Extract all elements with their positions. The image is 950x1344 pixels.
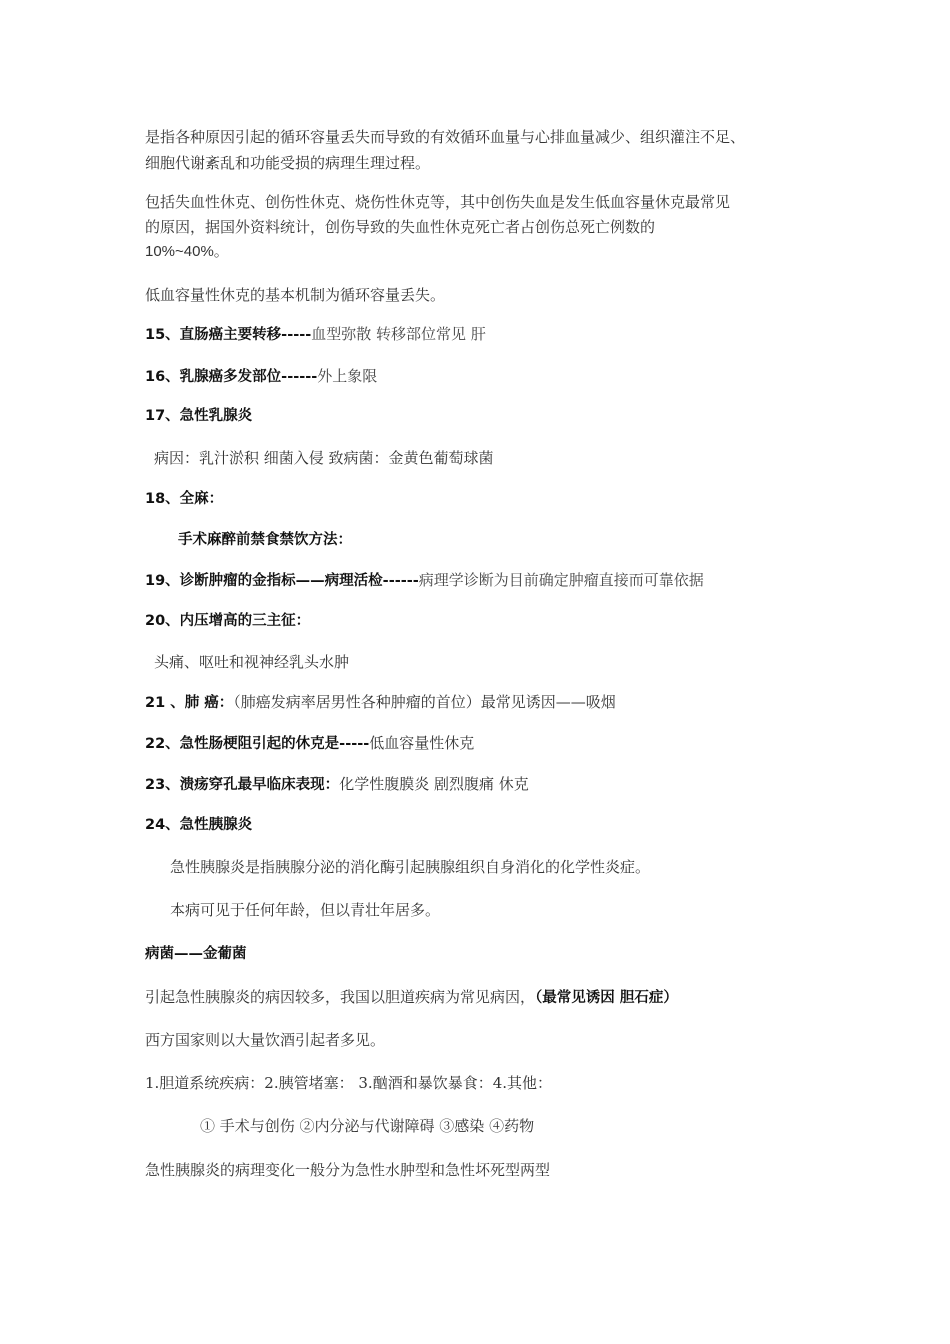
pancreatitis-cause-list: 1.胆道系统疾病：2.胰管堵塞： 3.酗酒和暴饮暴食：4.其他： bbox=[145, 1074, 553, 1092]
pancreatitis-pathogen: 病菌——金葡菌 bbox=[145, 946, 247, 962]
item-19 bbox=[145, 570, 704, 591]
item-16-heading: 16、乳腺癌多发部位------ bbox=[145, 369, 318, 385]
shock-mechanism: 低血容量性休克的基本机制为循环容量丢失。 bbox=[145, 286, 446, 304]
item-20-heading: 20、内压增高的三主征： bbox=[145, 613, 311, 629]
item-18-heading: 18、全麻： bbox=[145, 491, 224, 507]
item-15-body: 血型弥散 转移部位常见 肝 bbox=[311, 325, 486, 343]
pancreatitis-pathology: 急性胰腺炎的病理变化一般分为急性水肿型和急性坏死型两型 bbox=[145, 1161, 551, 1179]
item-19-heading: 19、诊断肿瘤的金指标——病理活检------ bbox=[145, 573, 419, 589]
pancreatitis-cause-text: 引起急性胰腺炎的病因较多，我国以胆道疾病为常见病因， bbox=[145, 988, 536, 1006]
shock-definition-line-2: 细胞代谢紊乱和功能受损的病理生理过程。 bbox=[145, 154, 431, 172]
item-17-heading: 17、急性乳腺炎 bbox=[145, 408, 253, 424]
pancreatitis-cause-bold: （最常见诱因 胆石症） bbox=[535, 990, 678, 1006]
item-22-heading: 22、急性肠梗阻引起的休克是----- bbox=[145, 736, 370, 752]
item-15-heading: 15、直肠癌主要转移----- bbox=[145, 327, 312, 343]
item-18-subheading: 手术麻醉前禁食禁饮方法： bbox=[178, 532, 352, 548]
pancreatitis-definition: 急性胰腺炎是指胰腺分泌的消化酶引起胰腺组织自身消化的化学性炎症。 bbox=[170, 858, 651, 876]
shock-types-line-3: 10%~40%。 bbox=[145, 243, 229, 260]
item-21-body: （肺癌发病率居男性各种肿瘤的首位）最常见诱因——吸烟 bbox=[233, 693, 616, 711]
item-16 bbox=[145, 366, 377, 387]
item-21-heading: 21 、肺 癌： bbox=[145, 695, 234, 711]
item-21 bbox=[145, 692, 616, 713]
pancreatitis-age: 本病可见于任何年龄，但以青壮年居多。 bbox=[170, 901, 441, 919]
shock-types-line-2: 的原因，据国外资料统计，创伤导致的失血性休克死亡者占创伤总死亡例数的 bbox=[145, 218, 656, 236]
item-23-heading: 23、溃疡穿孔最早临床表现： bbox=[145, 777, 340, 793]
pancreatitis-west: 西方国家则以大量饮酒引起者多见。 bbox=[145, 1031, 386, 1049]
pancreatitis-other-causes: ① 手术与创伤 ②内分泌与代谢障碍 ③感染 ④药物 bbox=[200, 1117, 535, 1135]
item-19-body: 病理学诊断为目前确定肿瘤直接而可靠依据 bbox=[418, 571, 704, 589]
item-17-detail: 病因：乳汁淤积 细菌入侵 致病菌：金黄色葡萄球菌 bbox=[154, 449, 494, 467]
shock-types-line-1: 包括失血性休克、创伤性休克、烧伤性休克等，其中创伤失血是发生低血容量休克最常见 bbox=[145, 193, 731, 211]
item-20-detail: 头痛、呕吐和视神经乳头水肿 bbox=[154, 653, 350, 671]
item-22 bbox=[145, 733, 474, 754]
item-24-heading: 24、急性胰腺炎 bbox=[145, 817, 253, 833]
pancreatitis-cause bbox=[145, 987, 678, 1008]
item-15 bbox=[145, 324, 486, 345]
item-16-body: 外上象限 bbox=[317, 367, 378, 385]
item-23 bbox=[145, 774, 529, 795]
item-23-body: 化学性腹膜炎 剧烈腹痛 休克 bbox=[339, 775, 529, 793]
shock-definition-line-1: 是指各种原因引起的循环容量丢失而导致的有效循环血量与心排血量减少、组织灌注不足、 bbox=[145, 128, 746, 146]
item-22-body: 低血容量性休克 bbox=[369, 734, 475, 752]
